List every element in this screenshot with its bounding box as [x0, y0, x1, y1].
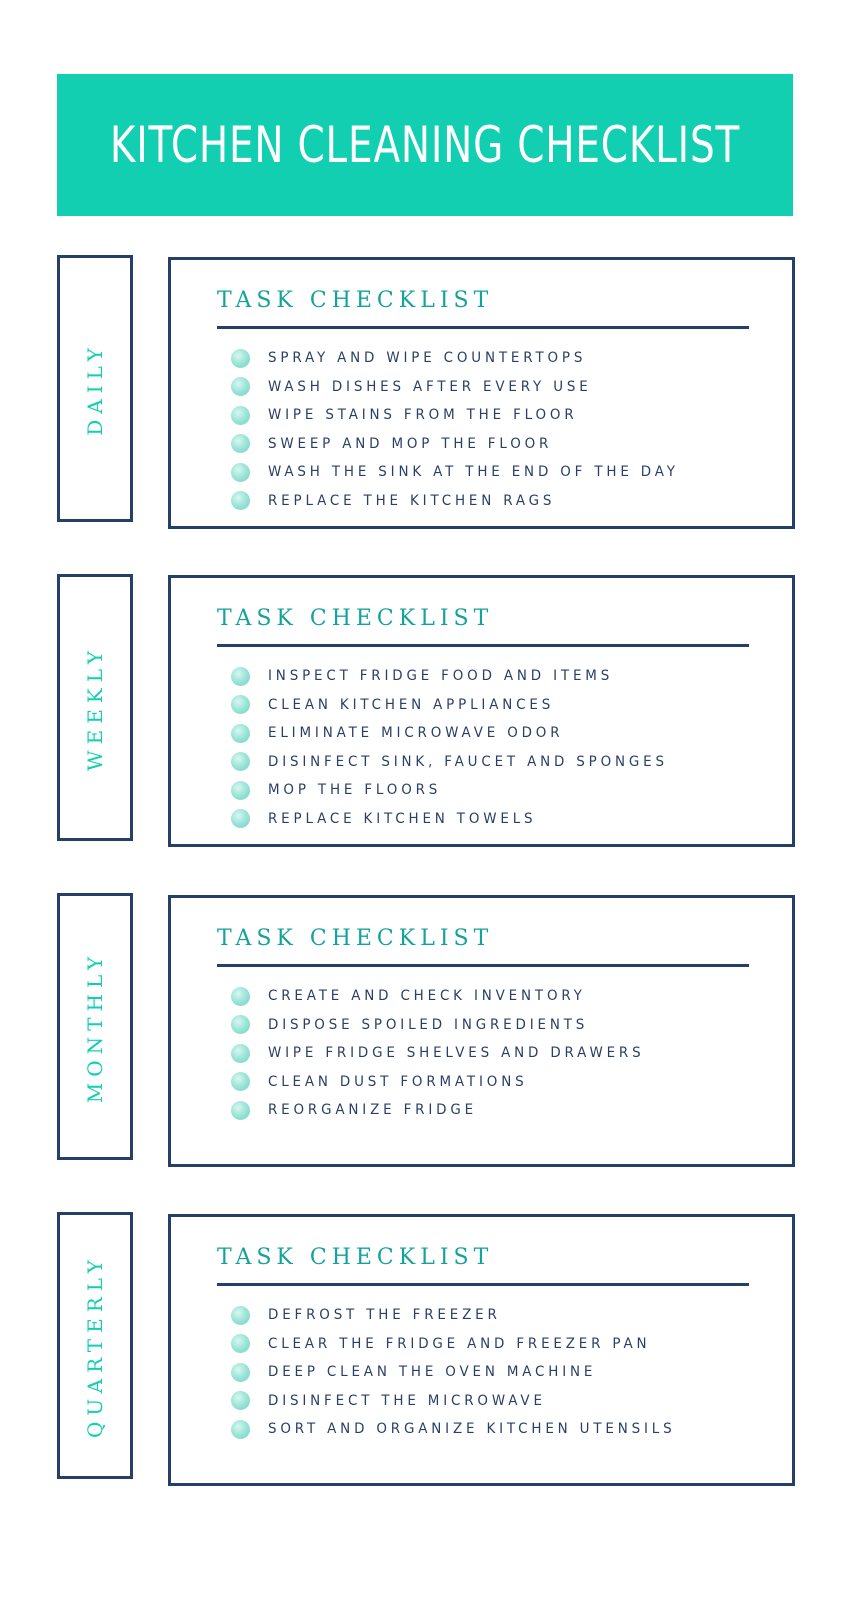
bullet-dot-icon [231, 1363, 250, 1382]
task-label: DEEP CLEAN THE OVEN MACHINE [268, 1364, 597, 1381]
task-list [231, 1301, 693, 1444]
period-box-quarterly [57, 1212, 133, 1479]
bullet-dot-icon [231, 1044, 250, 1063]
task-list [231, 344, 696, 515]
heading-divider [217, 1283, 749, 1286]
period-box-daily [57, 255, 133, 522]
card-heading: TASK CHECKLIST [217, 288, 494, 313]
heading-divider [217, 964, 749, 967]
task-item[interactable] [231, 1096, 660, 1125]
task-label: DISINFECT THE MICROWAVE [268, 1392, 546, 1409]
period-label: QUARTERLY [83, 1253, 107, 1438]
task-item[interactable] [231, 373, 696, 402]
task-card-quarterly [168, 1214, 795, 1486]
task-item[interactable] [231, 458, 696, 487]
task-label: ELIMINATE MICROWAVE ODOR [268, 725, 564, 742]
task-label: DISPOSE SPOILED INGREDIENTS [268, 1016, 589, 1033]
heading-divider [217, 326, 749, 329]
task-item[interactable] [231, 1415, 693, 1444]
task-label: REORGANIZE FRIDGE [268, 1102, 477, 1119]
bullet-dot-icon [231, 987, 250, 1006]
card-heading: TASK CHECKLIST [217, 926, 494, 951]
task-label: MOP THE FLOORS [268, 782, 442, 799]
task-item[interactable] [231, 1068, 660, 1097]
task-label: CLEAN KITCHEN APPLIANCES [268, 696, 555, 713]
task-item[interactable] [231, 430, 696, 459]
bullet-dot-icon [231, 1334, 250, 1353]
task-label: REPLACE KITCHEN TOWELS [268, 810, 537, 827]
task-item[interactable] [231, 748, 685, 777]
bullet-dot-icon [231, 434, 250, 453]
task-item[interactable] [231, 1387, 693, 1416]
page-title: KITCHEN CLEANING CHECKLIST [109, 116, 741, 174]
task-label: SWEEP AND MOP THE FLOOR [268, 435, 553, 452]
task-card-weekly [168, 575, 795, 847]
task-label: SPRAY AND WIPE COUNTERTOPS [268, 350, 587, 367]
task-item[interactable] [231, 344, 696, 373]
bullet-dot-icon [231, 491, 250, 510]
bullet-dot-icon [231, 1101, 250, 1120]
bullet-dot-icon [231, 349, 250, 368]
task-item[interactable] [231, 1011, 660, 1040]
bullet-dot-icon [231, 377, 250, 396]
task-label: REPLACE THE KITCHEN RAGS [268, 492, 556, 509]
bullet-dot-icon [231, 1420, 250, 1439]
bullet-dot-icon [231, 695, 250, 714]
bullet-dot-icon [231, 724, 250, 743]
task-label: DEFROST THE FREEZER [268, 1307, 501, 1324]
period-label: MONTHLY [83, 950, 107, 1103]
task-item[interactable] [231, 982, 660, 1011]
task-label: WASH DISHES AFTER EVERY USE [268, 378, 592, 395]
task-item[interactable] [231, 691, 685, 720]
period-box-monthly [57, 893, 133, 1160]
task-item[interactable] [231, 1330, 693, 1359]
task-label: CREATE AND CHECK INVENTORY [268, 988, 586, 1005]
bullet-dot-icon [231, 1072, 250, 1091]
task-label: CLEAR THE FRIDGE AND FREEZER PAN [268, 1335, 651, 1352]
bullet-dot-icon [231, 1306, 250, 1325]
task-item[interactable] [231, 662, 685, 691]
task-list [231, 982, 660, 1125]
task-item[interactable] [231, 719, 685, 748]
title-banner [57, 74, 793, 216]
heading-divider [217, 644, 749, 647]
task-label: INSPECT FRIDGE FOOD AND ITEMS [268, 668, 614, 685]
task-card-monthly [168, 895, 795, 1167]
task-card-daily [168, 257, 795, 529]
task-list [231, 662, 685, 833]
task-item[interactable] [231, 805, 685, 834]
card-heading: TASK CHECKLIST [217, 606, 494, 631]
bullet-dot-icon [231, 1015, 250, 1034]
bullet-dot-icon [231, 463, 250, 482]
task-label: WASH THE SINK AT THE END OF THE DAY [268, 464, 679, 481]
task-item[interactable] [231, 401, 696, 430]
period-label: WEEKLY [83, 644, 107, 771]
task-label: WIPE STAINS FROM THE FLOOR [268, 407, 578, 424]
task-item[interactable] [231, 1358, 693, 1387]
bullet-dot-icon [231, 809, 250, 828]
bullet-dot-icon [231, 406, 250, 425]
task-label: CLEAN DUST FORMATIONS [268, 1073, 528, 1090]
bullet-dot-icon [231, 667, 250, 686]
bullet-dot-icon [231, 752, 250, 771]
task-item[interactable] [231, 1039, 660, 1068]
task-label: WIPE FRIDGE SHELVES AND DRAWERS [268, 1045, 645, 1062]
task-item[interactable] [231, 1301, 693, 1330]
task-label: DISINFECT SINK, FAUCET AND SPONGES [268, 753, 668, 770]
period-label: DAILY [83, 341, 107, 436]
task-item[interactable] [231, 776, 685, 805]
bullet-dot-icon [231, 781, 250, 800]
card-heading: TASK CHECKLIST [217, 1245, 494, 1270]
task-item[interactable] [231, 487, 696, 516]
period-box-weekly [57, 574, 133, 841]
task-label: SORT AND ORGANIZE KITCHEN UTENSILS [268, 1421, 676, 1438]
bullet-dot-icon [231, 1391, 250, 1410]
